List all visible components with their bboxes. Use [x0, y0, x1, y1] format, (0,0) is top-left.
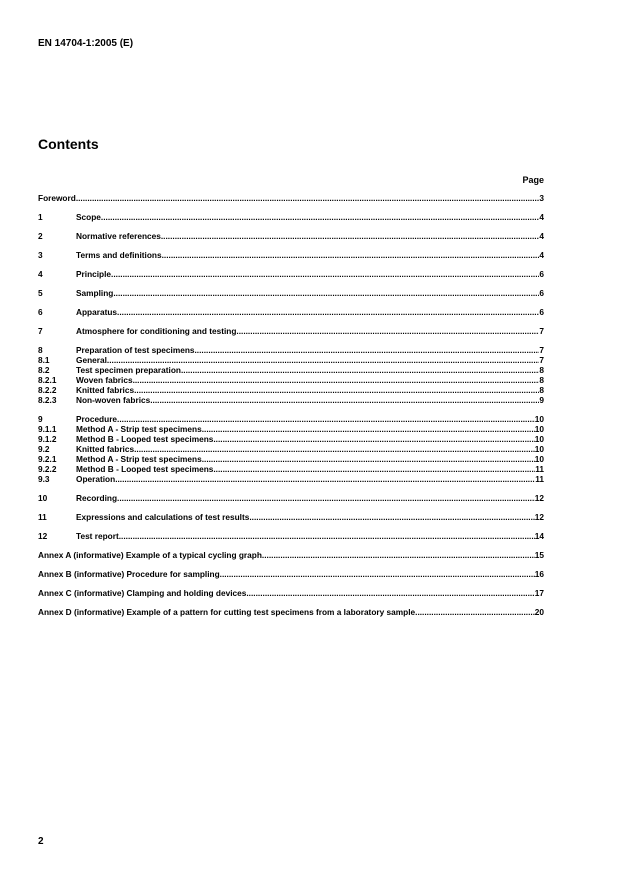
toc-entry-number: 9 [38, 414, 43, 424]
toc-entry-page: 6 [539, 307, 544, 317]
toc-entry-page: 14 [534, 531, 544, 541]
toc-leader-dots [236, 326, 539, 336]
toc-entry-number: 9.2 [38, 444, 50, 454]
toc-entry-page: 11 [535, 474, 544, 484]
toc-leader-dots [202, 424, 535, 434]
toc-entry[interactable] [38, 588, 544, 598]
toc-entry-title: Sampling [76, 288, 114, 298]
toc-entry-title: Procedure [76, 414, 118, 424]
toc-entry[interactable] [38, 444, 544, 454]
toc-entry-number: 9.1.2 [38, 434, 57, 444]
toc-entry-title: Apparatus [76, 307, 118, 317]
toc-entry-page: 11 [535, 464, 544, 474]
toc-leader-dots [202, 454, 535, 464]
toc-entry[interactable] [38, 355, 544, 365]
toc-leader-dots [119, 531, 535, 541]
toc-entry-page: 7 [539, 326, 544, 336]
toc-entry[interactable] [38, 464, 544, 474]
toc-entry-title: Method B - Looped test specimens [76, 464, 214, 474]
toc-entry[interactable] [38, 569, 544, 579]
toc-entry-number: 5 [38, 288, 43, 298]
toc-entry-page: 10 [534, 434, 544, 444]
toc-entry-page: 7 [539, 355, 544, 365]
toc-entry-number: 8.2 [38, 365, 50, 375]
toc-entry[interactable] [38, 607, 544, 617]
toc-leader-dots [246, 588, 534, 598]
toc-entry-page: 10 [534, 444, 544, 454]
toc-entry[interactable] [38, 474, 544, 484]
toc-leader-dots [220, 569, 535, 579]
toc-entry-title: Terms and definitions [76, 250, 162, 260]
toc-leader-dots [117, 493, 535, 503]
toc-entry-number: 10 [38, 493, 48, 503]
toc-entry-page: 17 [534, 588, 544, 598]
toc-entry[interactable] [38, 395, 544, 405]
toc-entry[interactable] [38, 193, 544, 203]
toc-entry[interactable] [38, 424, 544, 434]
toc-entry-page: 4 [539, 231, 544, 241]
page-number: 2 [38, 836, 44, 847]
toc-entry-title: Method A - Strip test specimens [76, 454, 202, 464]
toc-entry-number: 8.2.3 [38, 395, 57, 405]
toc-entry-page: 7 [539, 345, 544, 355]
toc-entry[interactable] [38, 231, 544, 241]
toc-entry-number: 12 [38, 531, 48, 541]
toc-entry-page: 6 [539, 288, 544, 298]
toc-entry-title: Annex C (informative) Clamping and holding devices [38, 588, 247, 598]
toc-entry-title: Knitted fabrics [76, 444, 135, 454]
toc-leader-dots [115, 474, 535, 484]
toc-entry-title: Normative references [76, 231, 161, 241]
toc-entry-number: 8.2.2 [38, 385, 57, 395]
toc-entry-number: 9.2.2 [38, 464, 57, 474]
toc-entry-number: 7 [38, 326, 43, 336]
toc-entry-page: 4 [539, 212, 544, 222]
toc-entry-page: 16 [534, 569, 544, 579]
toc-entry-title: Annex B (informative) Procedure for sampling [38, 569, 220, 579]
toc-leader-dots [133, 375, 540, 385]
toc-entry-title: Expressions and calculations of test results [76, 512, 250, 522]
toc-entry-title: Non-woven fabrics [76, 395, 151, 405]
toc-entry-number: 8.1 [38, 355, 50, 365]
toc-entry-number: 9.3 [38, 474, 50, 484]
toc-entry[interactable] [38, 307, 544, 317]
toc-entry-page: 9 [539, 395, 544, 405]
toc-entry-number: 3 [38, 250, 43, 260]
toc-entry-page: 20 [534, 607, 544, 617]
toc-leader-dots [161, 231, 540, 241]
toc-leader-dots [213, 434, 534, 444]
toc-entry-page: 3 [539, 193, 544, 203]
toc-entry-page: 15 [534, 550, 544, 560]
toc-entry[interactable] [38, 365, 544, 375]
toc-leader-dots [134, 444, 535, 454]
toc-leader-dots [181, 365, 539, 375]
toc-entry-number: 9.2.1 [38, 454, 57, 464]
toc-entry-title: Method B - Looped test specimens [76, 434, 214, 444]
toc-entry[interactable] [38, 414, 544, 424]
toc-leader-dots [213, 464, 535, 474]
toc-entry-title: Scope [76, 212, 101, 222]
toc-entry-number: 2 [38, 231, 43, 241]
toc-leader-dots [134, 385, 539, 395]
toc-leader-dots [162, 250, 540, 260]
toc-leader-dots [262, 550, 535, 560]
toc-leader-dots [111, 269, 539, 279]
toc-entry-title: Knitted fabrics [76, 385, 135, 395]
toc-entry-title: Foreword [38, 193, 76, 203]
toc-entry-page: 8 [539, 375, 544, 385]
toc-entry-title: Preparation of test specimens [76, 345, 195, 355]
toc-entry-number: 8.2.1 [38, 375, 57, 385]
toc-entry-page: 10 [534, 454, 544, 464]
page-title: Contents [38, 136, 99, 152]
toc-entry-number: 9.1.1 [38, 424, 57, 434]
toc-leader-dots [117, 307, 539, 317]
toc-entry-page: 6 [539, 269, 544, 279]
toc-entry-number: 11 [38, 512, 47, 522]
toc-entry[interactable] [38, 212, 544, 222]
toc-entry[interactable] [38, 531, 544, 541]
toc-entry-page: 10 [534, 424, 544, 434]
toc-entry[interactable] [38, 269, 544, 279]
toc-entry[interactable] [38, 250, 544, 260]
toc-entry-title: General [76, 355, 107, 365]
toc-entry-title: Operation [76, 474, 116, 484]
page-column-label: Page [522, 175, 544, 185]
toc-entry-page: 10 [534, 414, 544, 424]
toc-entry[interactable] [38, 512, 544, 522]
toc-entry-number: 1 [38, 212, 43, 222]
toc-entry-page: 8 [539, 365, 544, 375]
toc-entry[interactable] [38, 375, 544, 385]
toc-leader-dots [101, 212, 539, 222]
toc-entry-number: 4 [38, 269, 43, 279]
toc-entry-number: 8 [38, 345, 43, 355]
document-id-header: EN 14704-1:2005 (E) [38, 38, 134, 49]
toc-leader-dots [76, 193, 540, 203]
toc-entry[interactable] [38, 385, 544, 395]
toc-entry-title: Recording [76, 493, 118, 503]
toc-entry-title: Test specimen preparation [76, 365, 181, 375]
toc-entry-title: Woven fabrics [76, 375, 133, 385]
toc-entry-page: 8 [539, 385, 544, 395]
toc-leader-dots [113, 288, 539, 298]
toc-entry-number: 6 [38, 307, 43, 317]
toc-entry-page: 12 [534, 512, 544, 522]
table-of-contents [38, 193, 544, 617]
toc-entry[interactable] [38, 493, 544, 503]
toc-entry-title: Annex D (informative) Example of a pattern for cutting test specimens from a laboratory sample [38, 607, 416, 617]
toc-entry[interactable] [38, 434, 544, 444]
toc-entry[interactable] [38, 326, 544, 336]
toc-leader-dots [150, 395, 539, 405]
toc-leader-dots [107, 355, 539, 365]
toc-entry[interactable] [38, 288, 544, 298]
toc-entry[interactable] [38, 345, 544, 355]
toc-entry-title: Atmosphere for conditioning and testing [76, 326, 237, 336]
toc-entry[interactable] [38, 454, 544, 464]
toc-leader-dots [415, 607, 535, 617]
toc-entry-page: 12 [534, 493, 544, 503]
toc-leader-dots [249, 512, 534, 522]
toc-entry-title: Principle [76, 269, 112, 279]
toc-entry-title: Method A - Strip test specimens [76, 424, 202, 434]
toc-entry-title: Test report [76, 531, 119, 541]
toc-leader-dots [195, 345, 540, 355]
toc-entry[interactable] [38, 550, 544, 560]
toc-entry-page: 4 [539, 250, 544, 260]
toc-entry-title: Annex A (informative) Example of a typical cycling graph [38, 550, 262, 560]
toc-leader-dots [117, 414, 535, 424]
